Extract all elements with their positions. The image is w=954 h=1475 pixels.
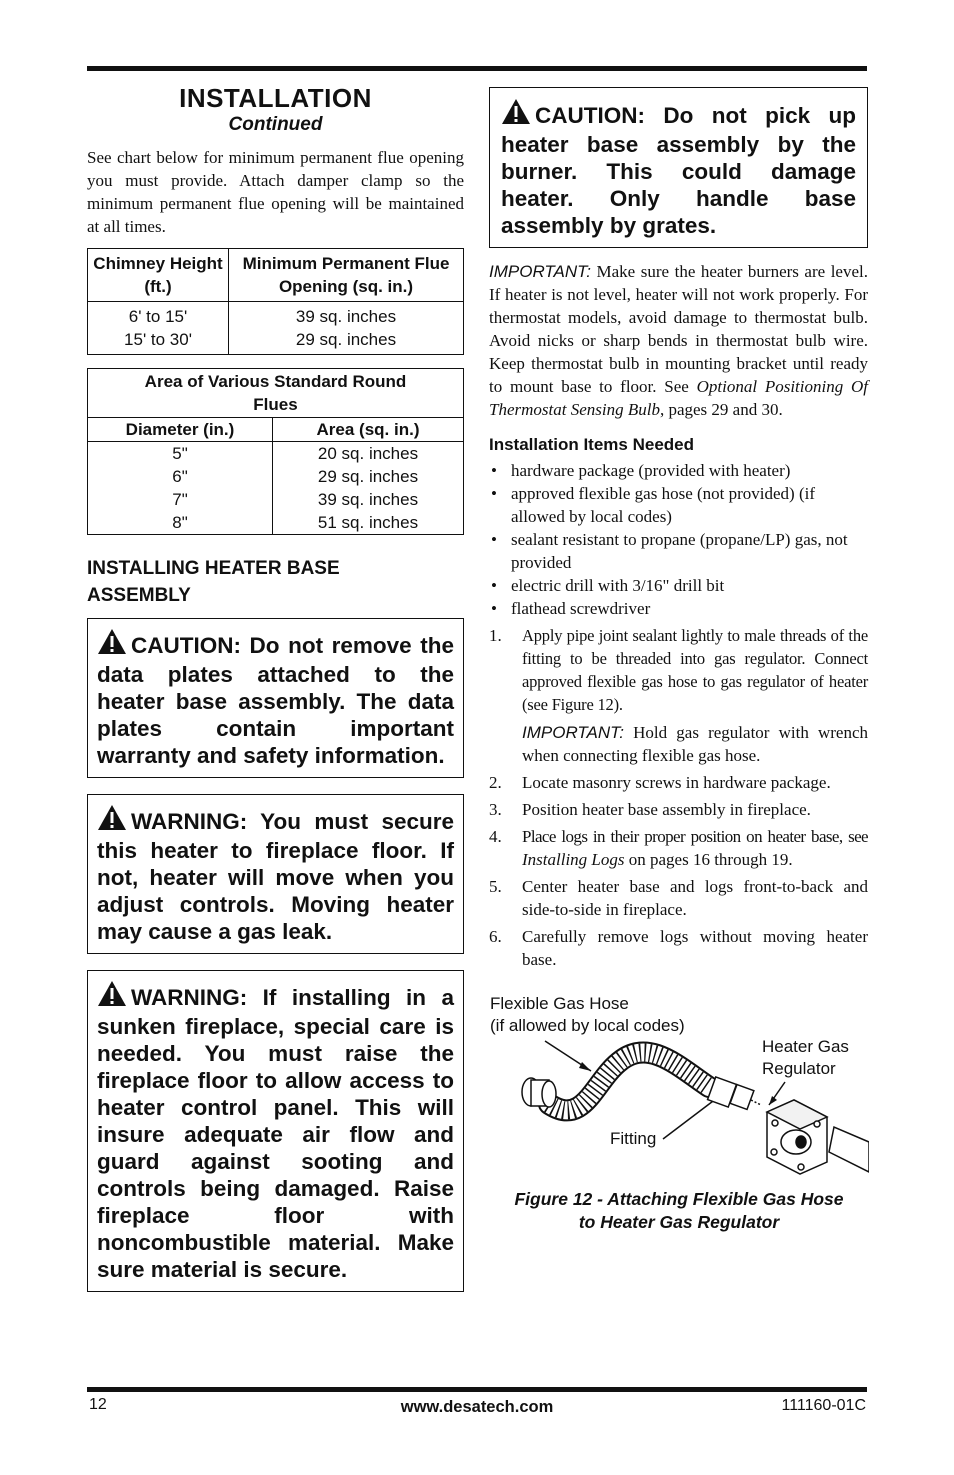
left-column: [87, 80, 464, 1292]
table1-cell-height: 15' to 30': [124, 330, 192, 349]
warning-triangle-icon: [97, 628, 127, 661]
label-flexible-gas-hose: Flexible Gas Hose (if allowed by local codes): [490, 994, 685, 1035]
table1-header-opening: Minimum Permanent Flue Opening (sq. in.): [229, 249, 464, 302]
warning-triangle-icon: [97, 804, 127, 837]
bottom-rule: [87, 1387, 867, 1392]
footer-website: www.desatech.com: [400, 1398, 554, 1416]
warning-secure-text: WARNING: You must secure this heater to fireplace floor. If not, heater will move when you adjust controls. Moving heater may cause a gas leak.: [97, 809, 454, 944]
table1-header-height: Chimney Height (ft.): [88, 249, 229, 302]
caution-data-plates-box: [87, 618, 464, 778]
intro-paragraph: See chart below for minimum permanent flue opening you must provide. Attach damper clamp so the minimum permanent flue opening will be maintained at all times.: [87, 148, 464, 236]
important-paragraph: [489, 260, 868, 421]
list-item: • approved flexible gas hose (not provided) (if allowed by local codes): [491, 484, 816, 526]
table1-cell-opening: 29 sq. inches: [295, 330, 397, 349]
steps-list: [489, 624, 868, 971]
table2-cell-diameter: 7": [172, 490, 188, 509]
items-needed-list: [489, 459, 868, 620]
step-item: 3. Position heater base assembly in fireplace.: [489, 800, 811, 819]
list-item: • hardware package (provided with heater): [491, 461, 791, 480]
step-item: 4. Place logs in their proper position on heater base, see Installing Logs on pages 16 through 19.: [489, 827, 868, 869]
table2-cell-area: 39 sq. inches: [317, 490, 419, 509]
important-text-2: , pages 29 and 30.: [659, 400, 783, 419]
list-item: • sealant resistant to propane (propane/LP) gas, not provided: [491, 530, 848, 572]
step-item: 1. Apply pipe joint sealant lightly to male threads of the fitting to be threaded into gas regulator. Connect approved flexible gas hose to gas regulator of heater (see Figure 12). IMPORTANT: Hold gas regulator with wrench when connecting flexible gas hose.: [489, 626, 868, 765]
list-item: • flathead screwdriver: [491, 599, 651, 618]
warning-secure-box: [87, 794, 464, 954]
doc-number: 111160-01C: [781, 1397, 866, 1414]
table2-header-area: Area (sq. in.): [273, 418, 464, 442]
table2-cell-diameter: 6": [172, 467, 188, 486]
table2-header-diameter: Diameter (in.): [88, 418, 273, 442]
caution-data-plates-text: CAUTION: Do not remove the data plates attached to the heater base assembly. The data plates contain important warranty and safety information.: [97, 633, 454, 768]
figure-12: [489, 992, 869, 1192]
important-text-1: Make sure the heater burners are level. If heater is not level, heater will not work properly. For thermostat models, avoid damage to thermostat bulb. Avoid nicks or sharp bends in thermostat bulb wire. Keep thermostat bulb in mounting bracket until ready to mount base to floor. See: [489, 262, 868, 396]
right-column: [489, 80, 868, 975]
warning-triangle-icon: [501, 98, 531, 131]
figure-caption: Figure 12 - Attaching Flexible Gas Hose to Heater Gas Regulator: [514, 1189, 844, 1232]
table1-cell-opening: 39 sq. inches: [295, 307, 397, 326]
section-title: INSTALLATION: [179, 83, 372, 113]
table2-title: Area of Various Standard Round Flues: [88, 369, 464, 418]
step-item: 2. Locate masonry screws in hardware package.: [489, 773, 831, 792]
table2-cell-diameter: 5": [172, 444, 188, 463]
page-number: 12: [89, 1396, 107, 1413]
important-label: IMPORTANT:: [489, 262, 591, 281]
items-needed-heading: Installation Items Needed: [489, 435, 694, 454]
table1-cell-height: 6' to 15': [128, 307, 188, 326]
hose-regulator-drawing: [489, 992, 869, 1192]
top-rule: [87, 66, 867, 71]
round-flue-table: [87, 368, 464, 535]
list-item: • electric drill with 3/16" drill bit: [491, 576, 725, 595]
section-header: [87, 82, 464, 136]
step-item: 6. Carefully remove logs without moving heater base.: [489, 927, 868, 969]
table2-cell-area: 29 sq. inches: [317, 467, 419, 486]
important-reference: Optional Positioning Of Thermostat Sensing Bulb: [489, 377, 868, 419]
flue-opening-table: [87, 248, 464, 355]
step1-important: IMPORTANT: Hold gas regulator with wrench when connecting flexible gas hose.: [522, 723, 868, 765]
table2-cell-area: 20 sq. inches: [317, 444, 419, 463]
warning-sunken-box: [87, 970, 464, 1292]
label-heater-gas-regulator: Heater Gas Regulator: [762, 1037, 849, 1078]
caution-pickup-box: [489, 87, 868, 248]
warning-triangle-icon: [97, 980, 127, 1013]
subsection-title: INSTALLING HEATER BASE ASSEMBLY: [87, 558, 340, 606]
step-item: 5. Center heater base and logs front-to-back and side-to-side in fireplace.: [489, 877, 868, 919]
caution-pickup-text: CAUTION: Do not pick up heater base assembly by the burner. This could damage heater. Only handle base assembly by grates.: [501, 103, 856, 238]
table2-cell-area: 51 sq. inches: [317, 513, 419, 532]
warning-sunken-text: WARNING: If installing in a sunken fireplace, special care is needed. You must raise the fireplace floor to allow access to heater control panel. This will insure adequate air flow and guard against sooting and controls being damaged. Raise fireplace floor with noncombustible material. Make sure material is secure.: [97, 985, 454, 1282]
table2-cell-diameter: 8": [172, 513, 188, 532]
section-subtitle: Continued: [228, 114, 323, 135]
label-fitting: Fitting: [610, 1129, 657, 1148]
